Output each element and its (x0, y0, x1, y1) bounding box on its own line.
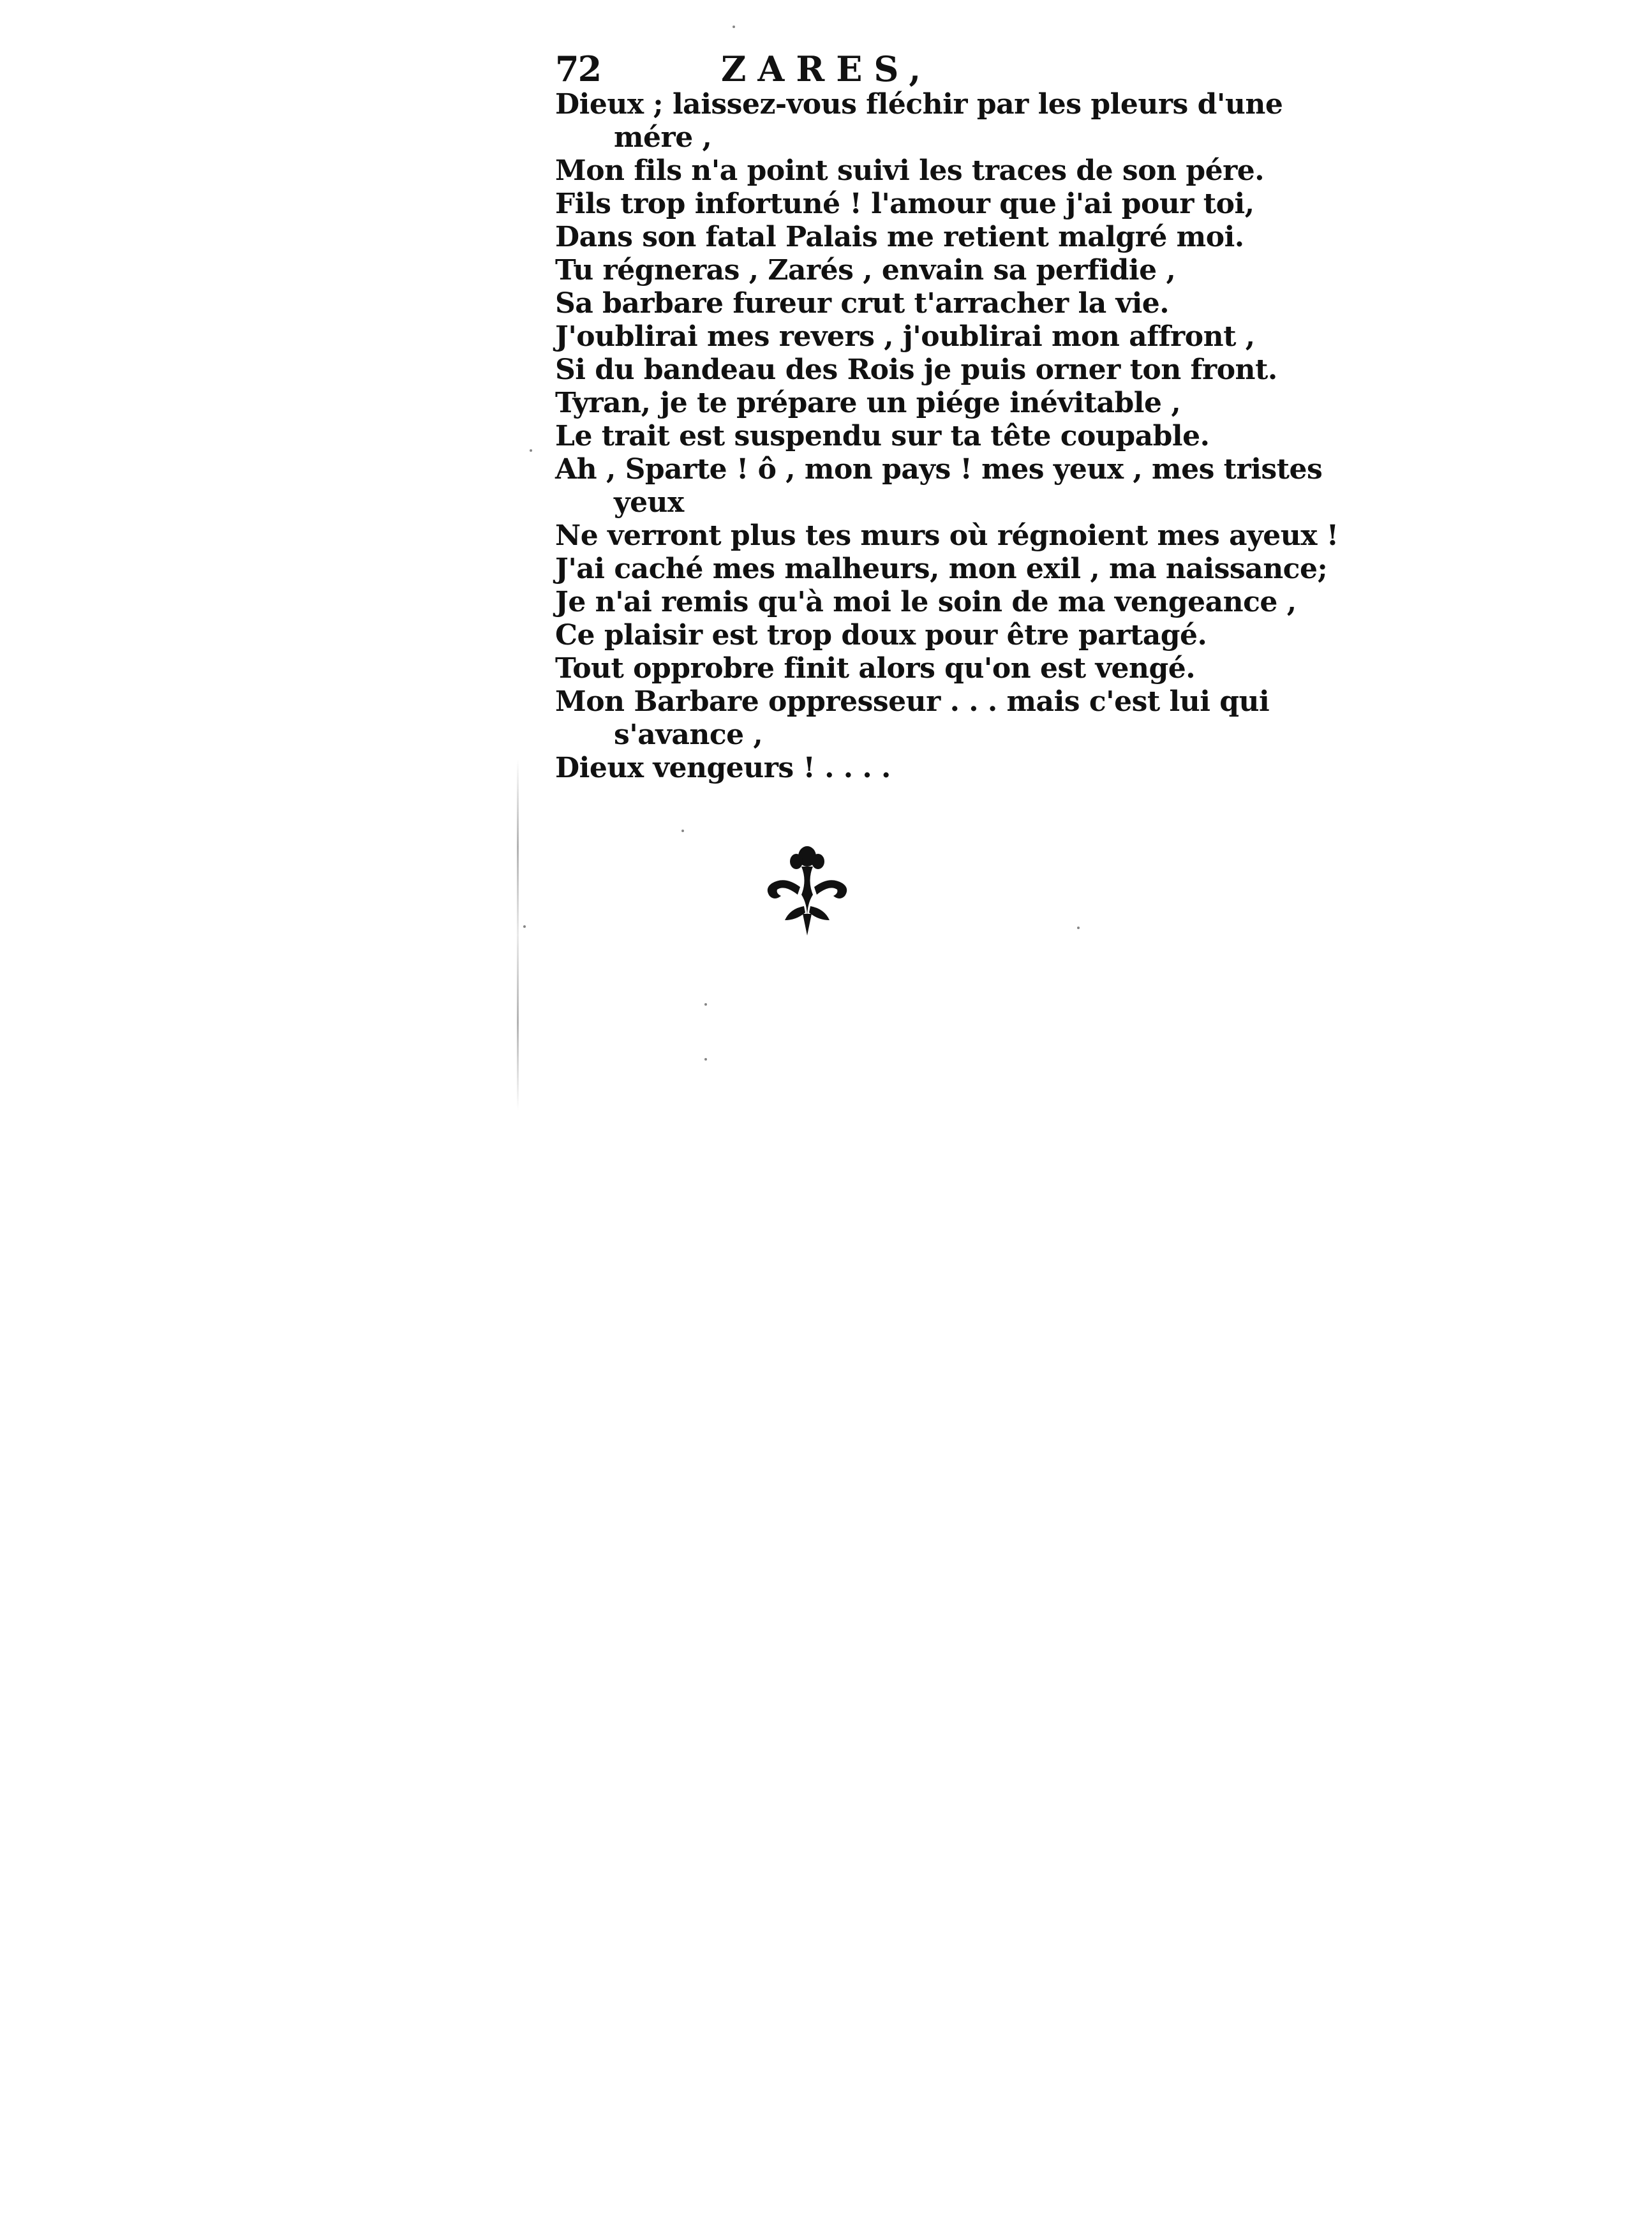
verse-line: Le trait est suspendu sur ta tête coupable. (555, 420, 1210, 452)
scan-speck (1077, 927, 1080, 929)
scan-speck (704, 1003, 707, 1006)
scan-speck (530, 449, 532, 452)
verse-line: yeux (614, 486, 684, 519)
verse-line: Dieux vengeurs ! . . . . (555, 752, 891, 784)
verse-line: Mon fils n'a point suivi les traces de son pére. (555, 154, 1265, 187)
verse-line: Ah , Sparte ! ô , mon pays ! mes yeux , mes tristes (555, 453, 1323, 486)
verse-line: Fils trop infortuné ! l'amour que j'ai pour toi, (555, 188, 1254, 220)
scan-speck (733, 26, 735, 28)
verse-line: Tyran, je te prépare un piége inévitable , (555, 387, 1181, 419)
verse-line: Dieux ; laissez-vous fléchir par les pleurs d'une (555, 88, 1283, 121)
verse-line: J'ai caché mes malheurs, mon exil , ma naissance; (555, 553, 1328, 585)
scan-speck (523, 925, 526, 928)
verse-line: Je n'ai remis qu'à moi le soin de ma vengeance , (555, 586, 1297, 618)
verse-block (555, 88, 1339, 785)
fleuron-ornament-icon (759, 842, 855, 938)
verse-line: Ce plaisir est trop doux pour être partagé. (555, 619, 1207, 652)
verse-line: Sa barbare fureur crut t'arracher la vie. (555, 287, 1170, 320)
page-number: 72 (555, 48, 601, 89)
scan-speck (704, 1058, 707, 1061)
verse-line: Tout opprobre finit alors qu'on est vengé. (555, 652, 1196, 685)
verse-line: mére , (614, 121, 712, 154)
verse-line: Mon Barbare oppresseur . . . mais c'est lui qui (555, 685, 1270, 718)
verse-line: s'avance , (614, 719, 763, 751)
verse-line: Dans son fatal Palais me retient malgré moi. (555, 221, 1244, 253)
scan-margin-line (517, 759, 519, 1110)
verse-line: Ne verront plus tes murs où régnoient mes ayeux ! (555, 519, 1339, 552)
scan-speck (681, 830, 684, 832)
running-title: ZARES, (721, 48, 933, 89)
verse-line: Tu régneras , Zarés , envain sa perfidie , (555, 254, 1176, 287)
verse-line: J'oublirai mes revers , j'oublirai mon affront , (555, 320, 1255, 353)
verse-line: Si du bandeau des Rois je puis orner ton front. (555, 354, 1277, 386)
